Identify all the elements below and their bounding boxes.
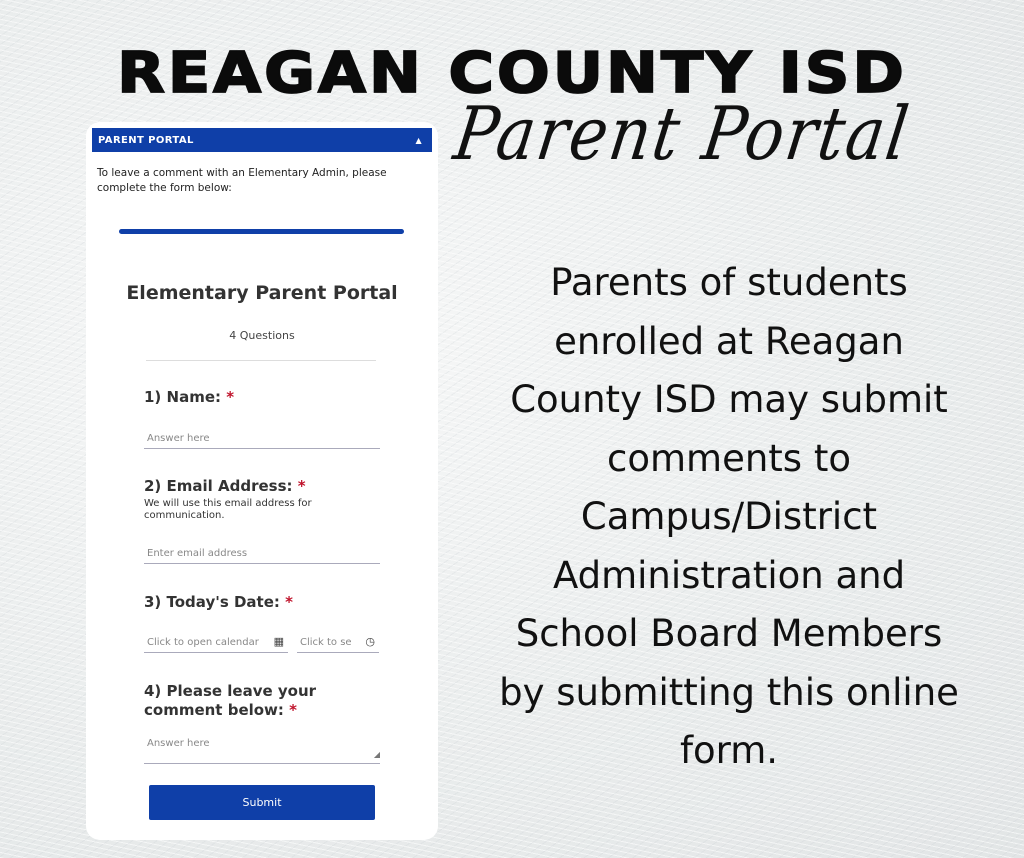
parent-portal-bar[interactable] <box>92 128 432 152</box>
submit-button[interactable]: Submit <box>149 785 375 820</box>
caret-up-icon[interactable]: ▲ <box>415 135 422 145</box>
question-2-label: 2) Email Address: * <box>144 477 306 495</box>
name-input[interactable]: Answer here <box>144 430 380 449</box>
question-3-label: 3) Today's Date: * <box>144 593 293 611</box>
email-help-text: We will use this email address for communication. <box>144 498 312 521</box>
email-field[interactable]: Enter email address <box>144 545 380 564</box>
comment-textarea[interactable]: Answer here ◢ <box>144 734 380 764</box>
script-subtitle: Parent Portal <box>449 92 916 178</box>
form-title: Elementary Parent Portal <box>126 282 398 304</box>
divider <box>146 360 376 361</box>
portal-bar-label: PARENT PORTAL <box>98 134 194 146</box>
resize-handle-icon[interactable]: ◢ <box>373 750 380 759</box>
question-1-label: 1) Name: * <box>144 388 235 406</box>
intro-text: To leave a comment with an Elementary Admin, please complete the form below: <box>97 167 387 194</box>
required-marker: * <box>285 593 293 611</box>
calendar-icon[interactable]: ▦ <box>273 635 284 648</box>
question-count: 4 Questions <box>229 329 295 342</box>
date-field[interactable]: Click to open calendar ▦ <box>144 633 288 653</box>
page-title: REAGAN COUNTY ISD <box>117 39 907 106</box>
form-card <box>86 122 438 840</box>
required-marker: * <box>226 388 235 406</box>
required-marker: * <box>289 701 298 719</box>
question-4-label: 4) Please leave your comment below: * <box>144 682 317 719</box>
time-field[interactable]: Click to se ◷ <box>297 633 379 653</box>
description-text: Parents of students enrolled at Reagan County ISD may submit comments to Campus/District Administration and School Board Members by submitting this online form. <box>499 261 959 772</box>
progress-bar <box>119 229 404 234</box>
required-marker: * <box>297 477 306 495</box>
clock-icon[interactable]: ◷ <box>365 635 375 648</box>
